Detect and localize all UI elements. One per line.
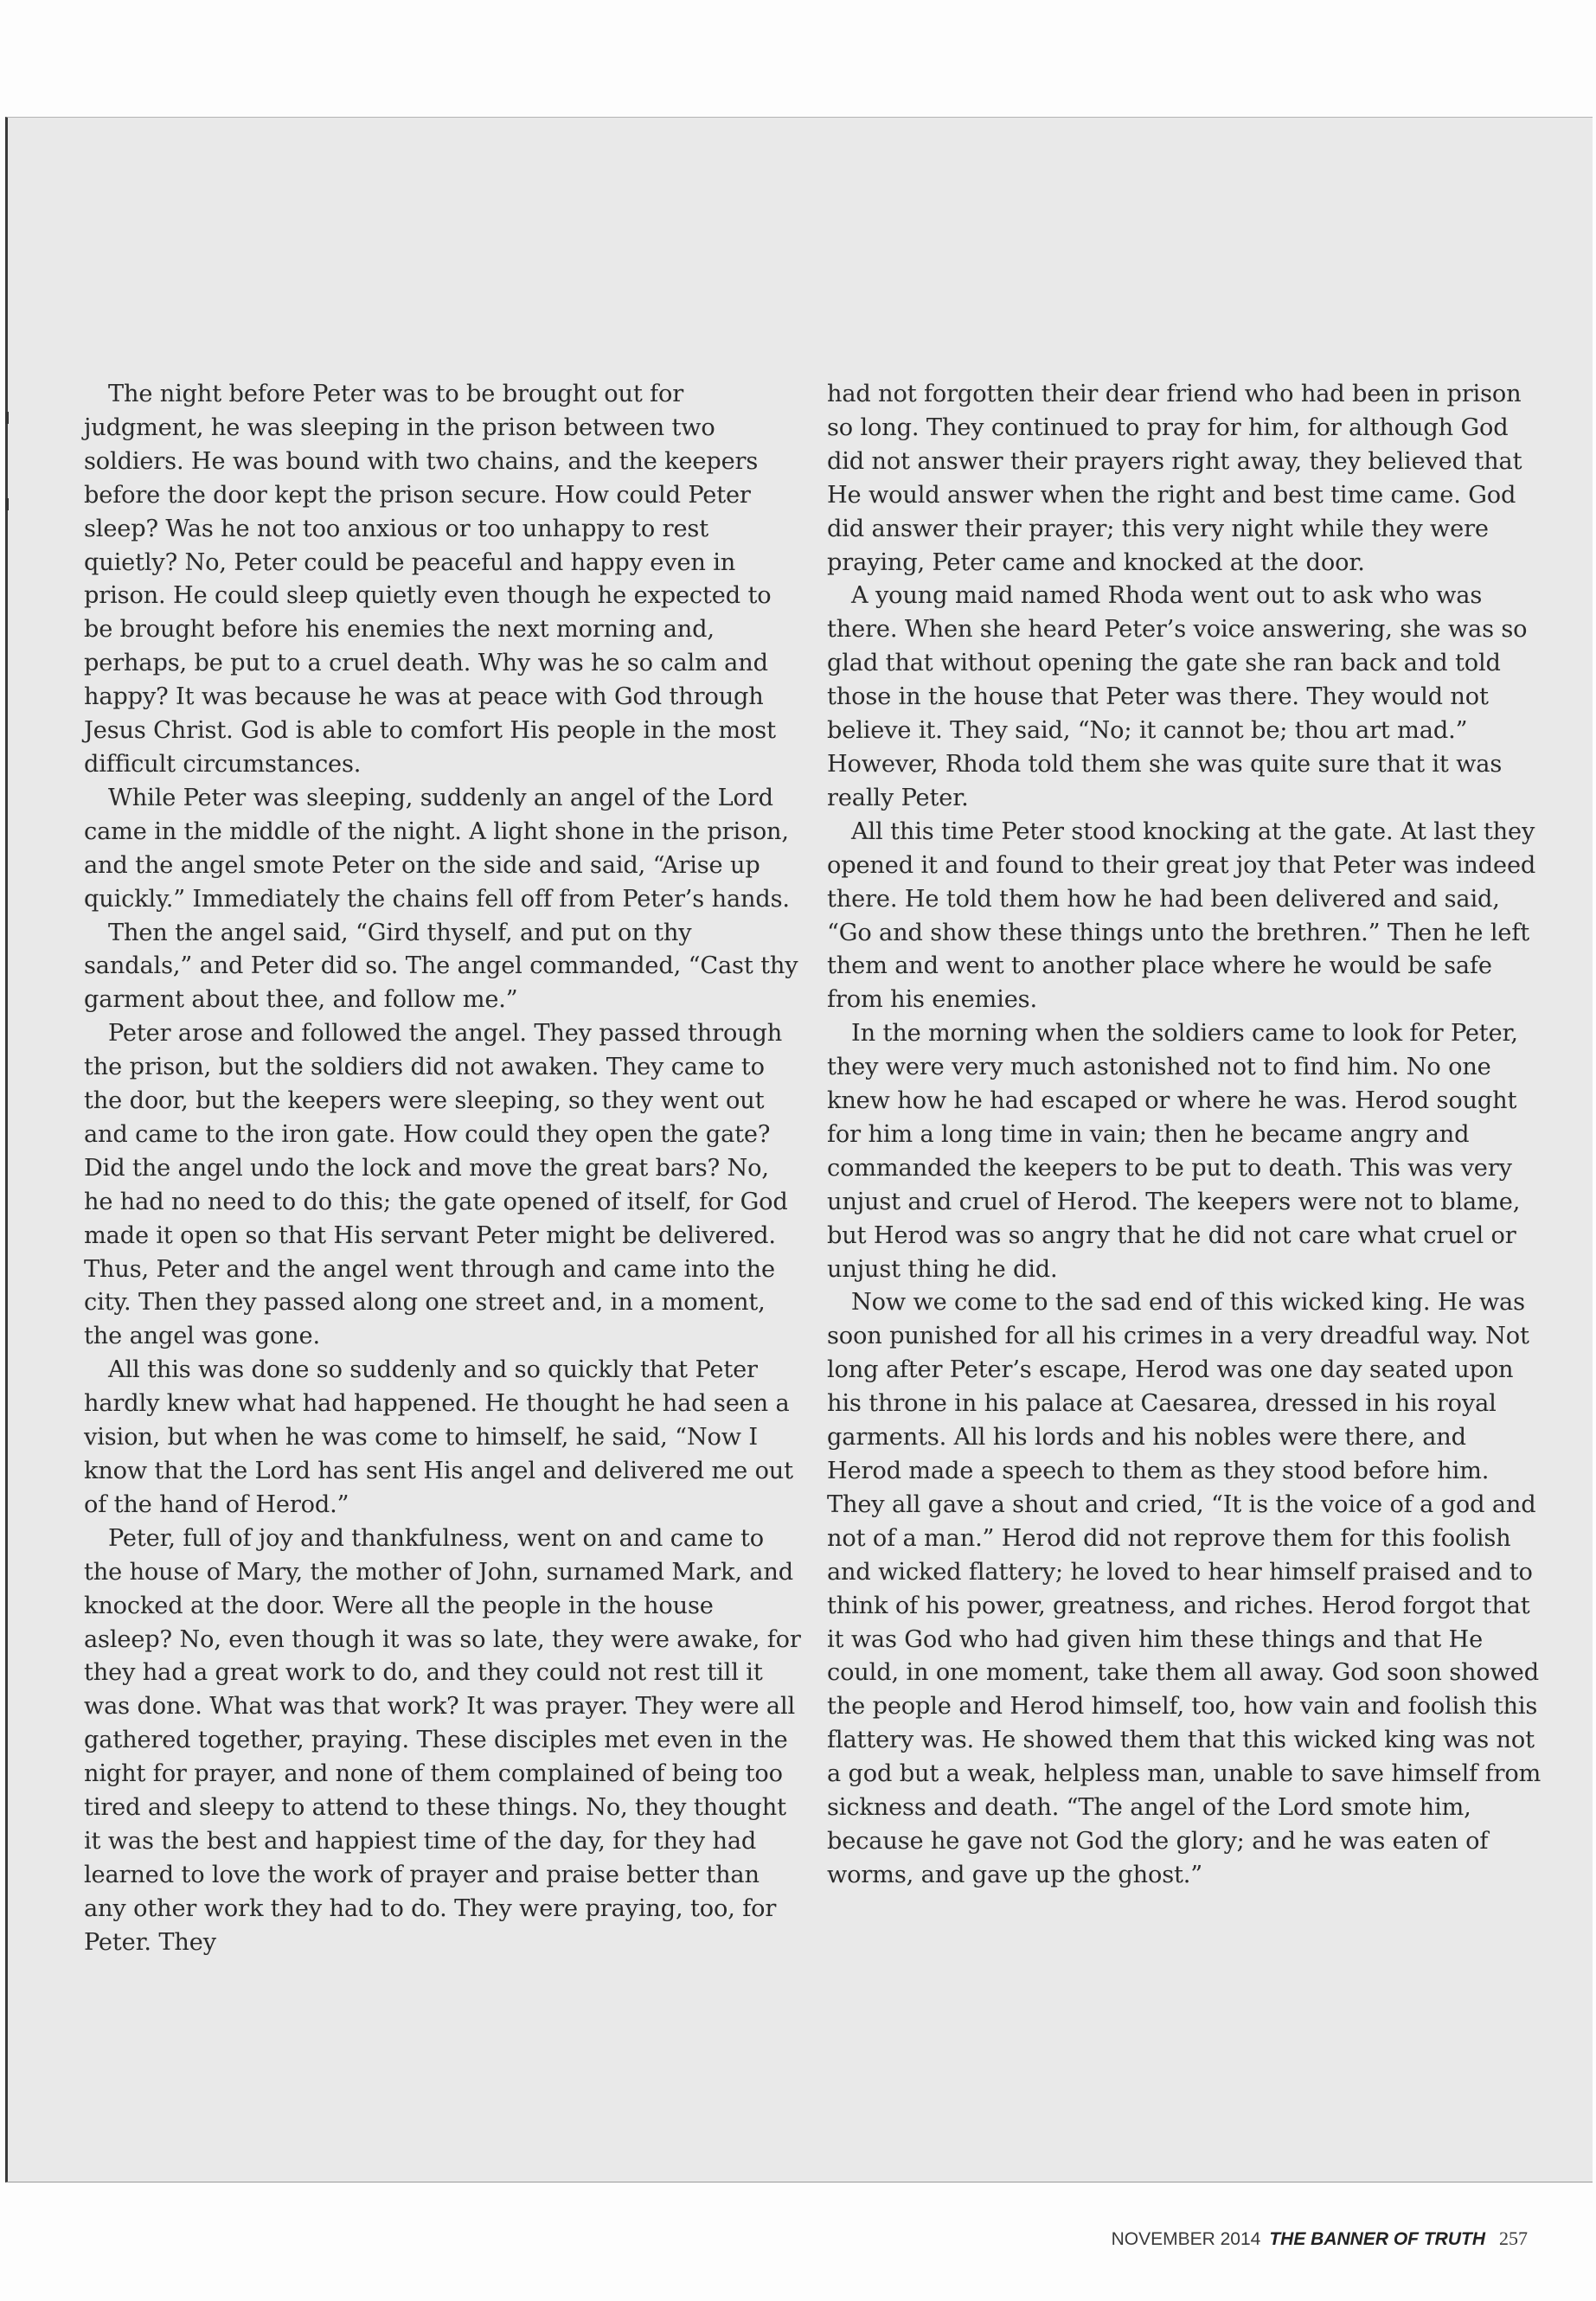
paragraph: Peter, full of joy and thankfulness, went on and came to the house of Mary, the mother of John, surnamed Mark, and knocked at the door. Were all the people in the house asleep? No, even though it was so late, they were awake, for they had a great work to do, and they could not rest till it was done. What was that work? It was prayer. They were all gathered together, praying. These disciples met even in the night for prayer, and none of them complained of being too tired and sleepy to attend to these things. No, they thought it was the best and happiest time of the day, for they had learned to love the work of prayer and praise better than any other work they had to do. They were praying, too, for Peter. They: [84, 1524, 801, 1956]
paragraph: A young maid named Rhoda went out to ask who was there. When she heard Peter’s voice answering, she was so glad that without opening the gate she ran back and told those in the house that Peter was there. They would not believe it. They said, “No; it cannot be; thou art mad.” However, Rhoda told them she was quite sure that it was really Peter.: [827, 582, 1528, 811]
page-footer: [1112, 2227, 1528, 2250]
paragraph: Then the angel said, “Gird thyself, and put on thy sandals,” and Peter did so. The angel commanded, “Cast thy garment about thee, and follow me.”: [84, 919, 798, 1014]
left-column: [84, 378, 802, 1960]
scan-edge-mark: [5, 412, 9, 424]
paragraph: Now we come to the sad end of this wicked king. He was soon punished for all his crimes in a very dreadful way. Not long after Peter’s escape, Herod was one day seated upon his throne in his palace at Caesarea, dressed in his royal garments. All his lords and his nobles were there, and Herod made a speech to them as they stood before him. They all gave a shout and cried, “It is the voice of a god and not of a man.” Herod did not reprove them for this foolish and wicked flattery; he loved to hear himself praised and to think of his power, greatness, and riches. Herod forgot that it was God who had given him these things and that He could, in one moment, take them all away. God soon showed the people and Herod himself, too, how vain and foolish this flattery was. He showed them that this wicked king was not a god but a weak, helpless man, unable to save himself from sickness and death. “The angel of the Lord smote him, because he gave not God the glory; and he was eaten of worms, and gave up the ghost.”: [827, 1289, 1542, 1888]
scan-edge-mark: [5, 498, 9, 510]
paragraph: The night before Peter was to be brought out for judgment, he was sleeping in the prison between two soldiers. He was bound with two chains, and the keepers before the door kept the prison secure. How could Peter sleep? Was he not too anxious or too unhappy to rest quietly? No, Peter could be peaceful and happy even in prison. He could sleep quietly even though he expected to be brought before his enemies the next morning and, perhaps, be put to a cruel death. Why was he so calm and happy? It was because he was at peace with God through Jesus Christ. God is able to comfort His people in the most difficult circumstances.: [84, 381, 776, 778]
right-column: [827, 378, 1545, 1893]
paragraph: While Peter was sleeping, suddenly an angel of the Lord came in the middle of the night. A light shone in the prison, and the angel smote Peter on the side and said, “Arise up quickly.” Immediately the chains fell off from Peter’s hands.: [84, 784, 790, 913]
paragraph-continued: had not forgotten their dear friend who had been in prison so long. They continued to pray for him, for although God did not answer their prayers right away, they believed that He would answer when the right and best time came. God did answer their prayer; this very night while they were praying, Peter came and knocked at the door.: [827, 381, 1522, 576]
paragraph: All this was done so suddenly and so quickly that Peter hardly knew what had happened. He thought he had seen a vision, but when he was come to himself, he said, “Now I know that the Lord has sent His angel and delivered me out of the hand of Herod.”: [84, 1356, 793, 1518]
page-number: 257: [1499, 2227, 1528, 2249]
paragraph: Peter arose and followed the angel. They passed through the prison, but the soldiers did not awaken. They came to the door, but the keepers were sleeping, so they went out and came to the iron gate. How could they open the gate? Did the angel undo the lock and move the great bars? No, he had no need to do this; the gate opened of itself, for God made it open so that His servant Peter might be delivered. Thus, Peter and the angel went through and came into the city. Then they passed along one street and, in a moment, the angel was gone.: [84, 1020, 788, 1350]
magazine-page: [5, 117, 1593, 2249]
publication-title: THE BANNER OF TRUTH: [1269, 2229, 1485, 2249]
issue-date: NOVEMBER 2014: [1111, 2229, 1261, 2249]
paragraph: In the morning when the soldiers came to look for Peter, they were very much astonished not to find him. No one knew how he had escaped or where he was. Herod sought for him a long time in vain; then he became angry and commanded the keepers to be put to death. This was very unjust and cruel of Herod. The keepers were not to blame, but Herod was so angry that he did not care what cruel or unjust thing he did.: [827, 1020, 1521, 1283]
paragraph: All this time Peter stood knocking at the gate. At last they opened it and found to their great joy that Peter was indeed there. He told them how he had been delivered and said, “Go and show these things unto the brethren.” Then he left them and went to another place where he would be safe from his enemies.: [827, 817, 1536, 1014]
